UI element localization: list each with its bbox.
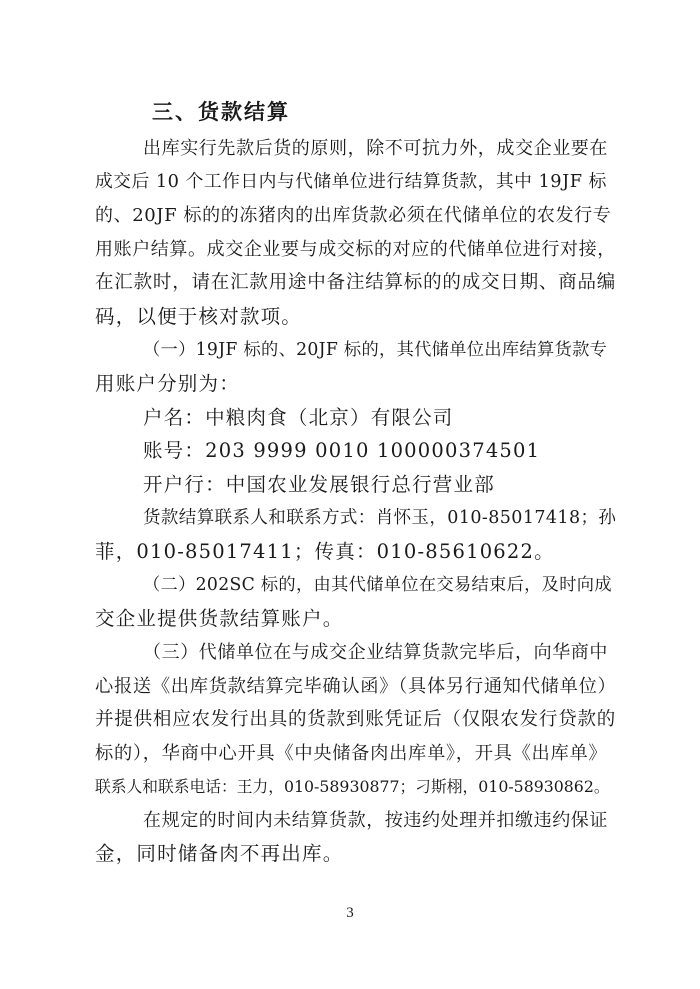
text-line: 出库实行先款后货的原则，除不可抗力外，成交企业要在 [143,138,608,159]
text-line: 并提供相应农发行出具的货款到账凭证后（仅限农发行贷款的 [95,709,617,731]
text-line: 在规定的时间内未结算货款，按违约处理并扣缴违约保证 [143,809,608,831]
text-line: （二）202SC 标的，由其代储单位在交易结束后，及时向成 [143,574,612,595]
text-line: 开户行：中国农业发展银行总行营业部 [143,472,495,496]
text-line: 的、20JF 标的的冻猪肉的出库货款必须在代储单位的农发行专 [95,205,612,227]
text-line: 联系人和联系电话：王力，010-58930877；刁斯栩，010-58930862。 [95,777,610,797]
text-line: 码，以便于核对款项。 [95,304,303,328]
text-line: 用账户结算。成交企业要与成交标的对应的代储单位进行对接， [95,238,616,260]
text-line: 货款结算联系人和联系方式：肖怀玉，010-85017418；孙 [143,507,617,528]
text-line: 心报送《出库货款结算完毕确认函》（具体另行通知代储单位） [95,675,617,697]
text-line: 金，同时储备肉不再出库。 [95,842,344,866]
text-line: 标的），华商中心开具《中央储备肉出库单》，开具《出库单》 [95,742,608,764]
document-body [95,132,615,871]
text-line: （一）19JF 标的、20JF 标的，其代储单位出库结算货款专 [143,339,608,360]
text-line: 成交后 10 个工作日内与代储单位进行结算货款，其中 19JF 标 [95,171,607,192]
text-line: 账号：203 9999 0010 100000374501 [143,439,541,463]
text-line: 菲，010-85017411；传真：010-85610622。 [95,540,555,564]
text-line: 用账户分别为： [95,372,240,396]
text-line: 在汇款时，请在汇款用途中备注结算标的的成交日期、商品编 [95,272,617,294]
text-line: （三）代储单位在与成交企业结算货款完毕后，向华商中 [143,641,608,663]
text-line: 户名：中粮肉食（北京）有限公司 [143,405,454,429]
page-number: 3 [346,905,354,921]
text-line: 交企业提供货款结算账户。 [95,607,344,631]
section-heading: 三、货款结算 [152,100,290,124]
